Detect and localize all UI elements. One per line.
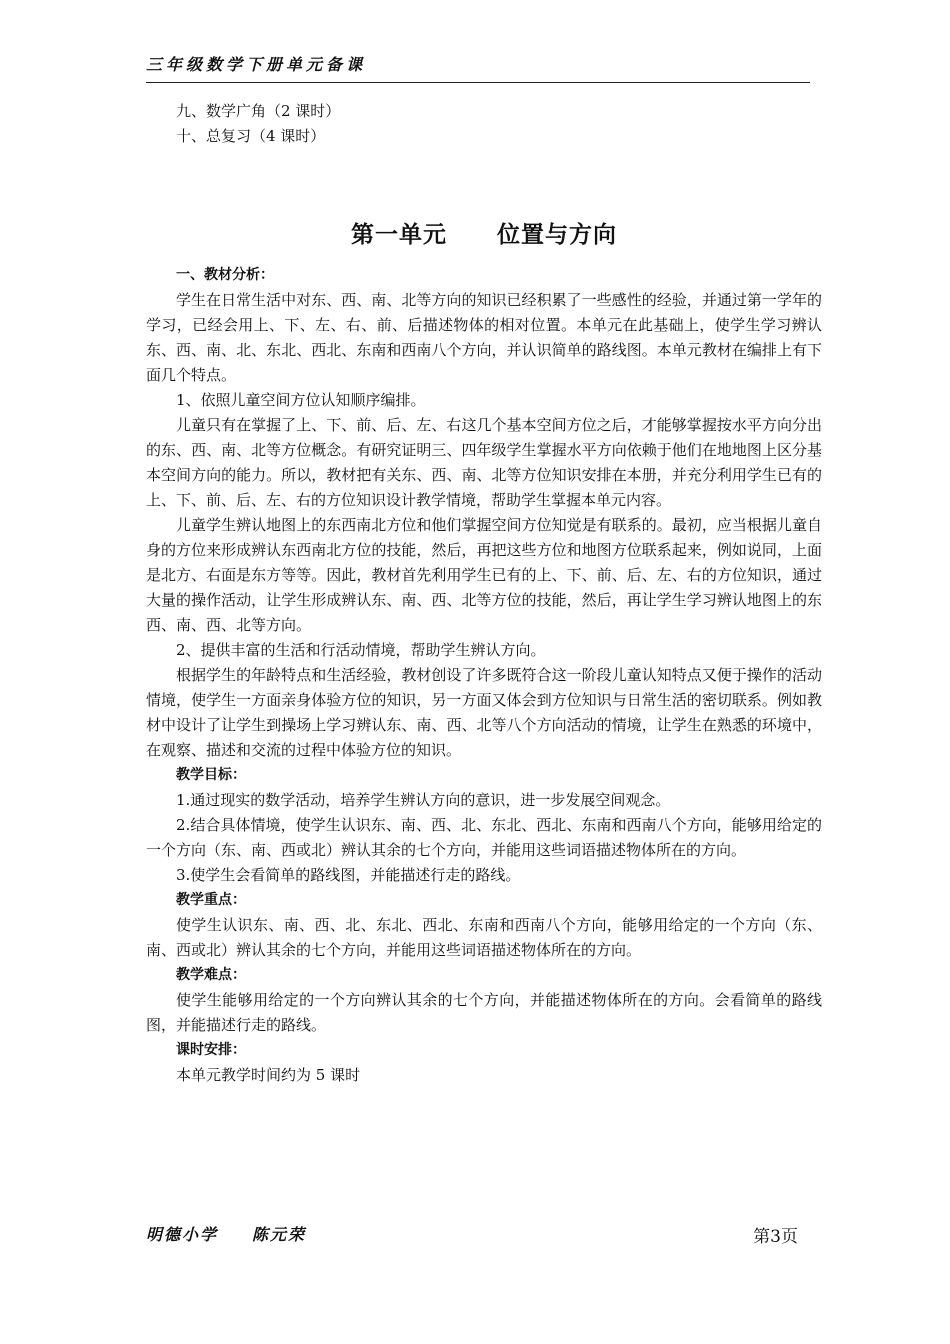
toc-item: 九、数学广角（2 课时）: [176, 102, 341, 120]
section-heading-difficulties: 教学难点：: [176, 967, 246, 983]
paragraph: 学生在日常生活中对东、西、南、北等方向的知识已经积累了一些感性的经验，并通过第一学年的学习，已经会用上、下、左、右、前、后描述物体的相对位置。本单元在此基础上，使学生学习辨认东、西、南、北、东北、西北、东南和西南八个方向，并认识简单的路线图。本单元教材在编排上有下面几个特点。: [146, 291, 822, 384]
section-heading-goals: 教学目标：: [176, 767, 246, 783]
unit-number: 第一单元: [351, 222, 447, 248]
document-body: [146, 99, 822, 1088]
goal-item: 2.结合具体情境，使学生认识东、南、西、北、东北、西北、东南和西南八个方向，能够用给定的一个方向（东、南、西或北）辨认其余的七个方向，并能用这些词语描述物体所在的方向。: [146, 816, 822, 859]
spacer: [146, 149, 822, 215]
section-heading-keypoints: 教学重点：: [176, 892, 246, 908]
toc-item: 十、总复习（4 课时）: [176, 127, 326, 145]
paragraph: 使学生认识东、南、西、北、东北、西北、东南和西南八个方向，能够用给定的一个方向（东、南、西或北）辨认其余的七个方向，并能用这些词语描述物体所在的方向。: [146, 916, 822, 959]
paragraph: 根据学生的年龄特点和生活经验，教材创设了许多既符合这一阶段儿童认知特点又便于操作的活动情境，使学生一方面亲身体验方位的知识，另一方面又体会到方位知识与日常生活的密切联系。例如教材中设计了让学生到操场上学习辨认东、南、西、北等八个方向活动的情境，让学生在熟悉的环境中，在观察、描述和交流的过程中体验方位的知识。: [146, 666, 822, 759]
paragraph: 本单元教学时间约为 5 课时: [176, 1066, 361, 1084]
footer-school: [146, 1222, 306, 1245]
section-heading-schedule: 课时安排：: [176, 1042, 246, 1058]
numbered-point: 1、依照儿童空间方位认知顺序编排。: [176, 391, 426, 409]
page-footer: [146, 1222, 806, 1248]
author-name: 陈元荣: [252, 1225, 307, 1244]
header-title: 三年级数学下册单元备课: [146, 55, 367, 74]
paragraph: 儿童学生辨认地图上的东西南北方位和他们掌握空间方位知觉是有联系的。最初，应当根据儿童自身的方位来形成辨认东西南北方位的技能，然后，再把这些方位和地图方位联系起来，例如说同，上面是北方、右面是东方等等。因此，教材首先利用学生已有的上、下、前、后、左、右的方位知识，通过大量的操作活动，让学生形成辨认东、南、西、北等方位的技能，然后，再让学生学习辨认地图上的东西、南、西、北等方向。: [146, 516, 822, 634]
unit-name: 位置与方向: [497, 222, 617, 248]
section-heading-analysis: 一、教材分析：: [176, 267, 274, 283]
paragraph: 使学生能够用给定的一个方向辨认其余的七个方向，并能描述物体所在的方向。会看简单的路线图，并能描述行走的路线。: [146, 991, 822, 1034]
school-name: 明德小学: [146, 1225, 219, 1244]
numbered-point: 2、提供丰富的生活和行活动情境，帮助学生辨认方向。: [176, 641, 546, 659]
page-number: 第3页: [753, 1227, 798, 1247]
unit-title: [146, 215, 822, 255]
goal-item: 1.通过现实的数学活动，培养学生辨认方向的意识，进一步发展空间观念。: [176, 791, 671, 809]
paragraph: 儿童只有在掌握了上、下、前、后、左、右这几个基本空间方位之后，才能够掌握按水平方向分出的东、西、南、北等方位概念。有研究证明三、四年级学生掌握水平方向依赖于他们在地地图上区分基本空间方向的能力。所以，教材把有关东、西、南、北等方位知识安排在本册，并充分利用学生已有的上、下、前、后、左、右的方位知识设计教学情境，帮助学生掌握本单元内容。: [146, 416, 822, 509]
goal-item: 3.使学生会看简单的路线图，并能描述行走的路线。: [176, 866, 521, 884]
page-header: [146, 52, 810, 83]
